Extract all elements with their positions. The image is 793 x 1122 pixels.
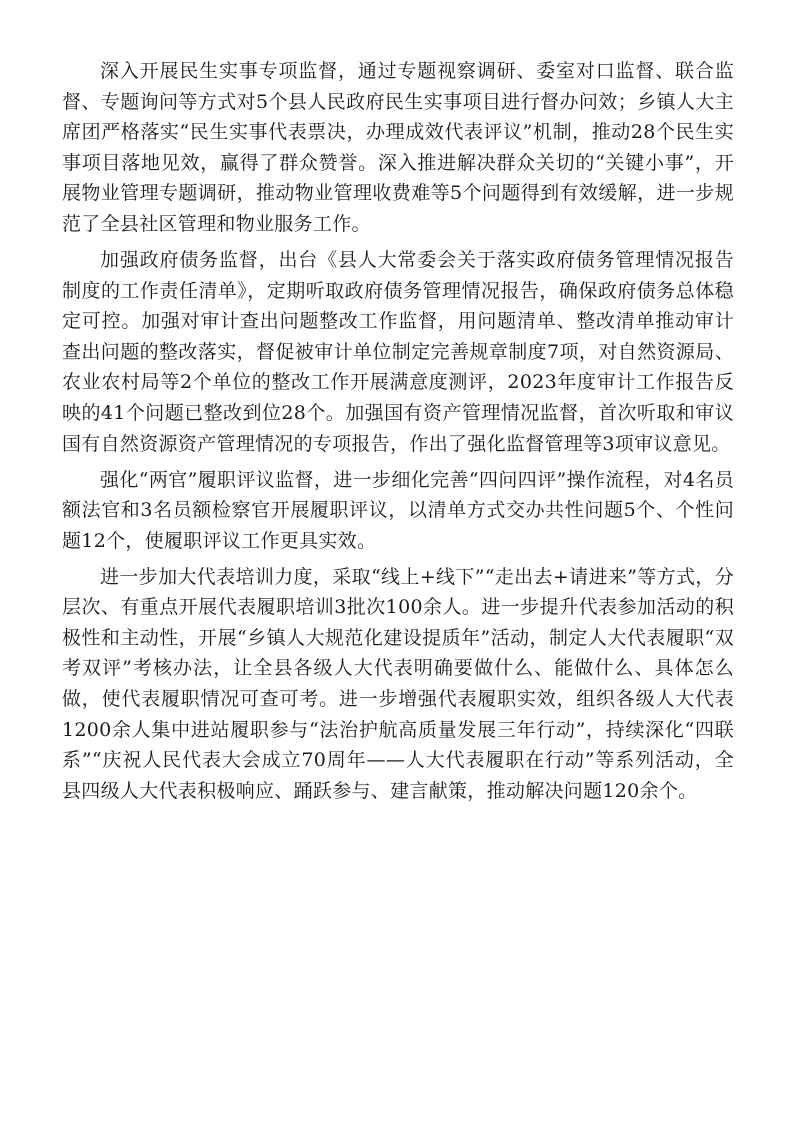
paragraph-deputy-training: 进一步加大代表培训力度，采取“线上+线下”“走出去+请进来”等方式，分层次、有重点开展代表履职培训3批次100余人。进一步提升代表参加活动的积极性和主动性，开展“乡镇人大规范化建设提质年”活动，制定人大代表履职“双考双评”考核办法，让全县各级人大代表明确要做什么、能做什么、具体怎么做，使代表履职情况可查可考。进一步增强代表履职实效，组织各级人大代表1200余人集中进站履职参与“法治护航高质量发展三年行动”，持续深化“四联系”“庆祝人民代表大会成立70周年——人大代表履职在行动”等系列活动，全县四级人大代表积极响应、踊跃参与、建言献策，推动解决问题120余个。 [62,565,734,802]
paragraph-judicial-officers-evaluation: 强化“两官”履职评议监督，进一步细化完善“四问四评”操作流程，对4名员额法官和3名员额检察官开展履职评议，以清单方式交办共性问题5个、个性问题12个，使履职评议工作更具实效。 [62,468,734,552]
document-body [62,56,734,806]
paragraph-government-debt-supervision: 加强政府债务监督，出台《县人大常委会关于落实政府债务管理情况报告制度的工作责任清单》，定期听取政府债务管理情况报告，确保政府债务总体稳定可控。加强对审计查出问题整改工作监督，用问题清单、整改清单推动审计查出问题的整改落实，督促被审计单位制定完善规章制度7项，对自然资源局、农业农村局等2个单位的整改工作开展满意度测评，2023年度审计工作报告反映的41个问题已整改到位28个。加强国有资产管理情况监督，首次听取和审议国有自然资源资产管理情况的专项报告，作出了强化监督管理等3项审议意见。 [62,248,734,455]
paragraph-livelihood-supervision: 深入开展民生实事专项监督，通过专题视察调研、委室对口监督、联合监督、专题询问等方式对5个县人民政府民生实事项目进行督办问效；乡镇人大主席团严格落实“民生实事代表票决，办理成效代表评议”机制，推动28个民生实事项目落地见效，赢得了群众赞誉。深入推进解决群众关切的“关键小事”，开展物业管理专题调研，推动物业管理收费难等5个问题得到有效缓解，进一步规范了全县社区管理和物业服务工作。 [62,60,734,235]
